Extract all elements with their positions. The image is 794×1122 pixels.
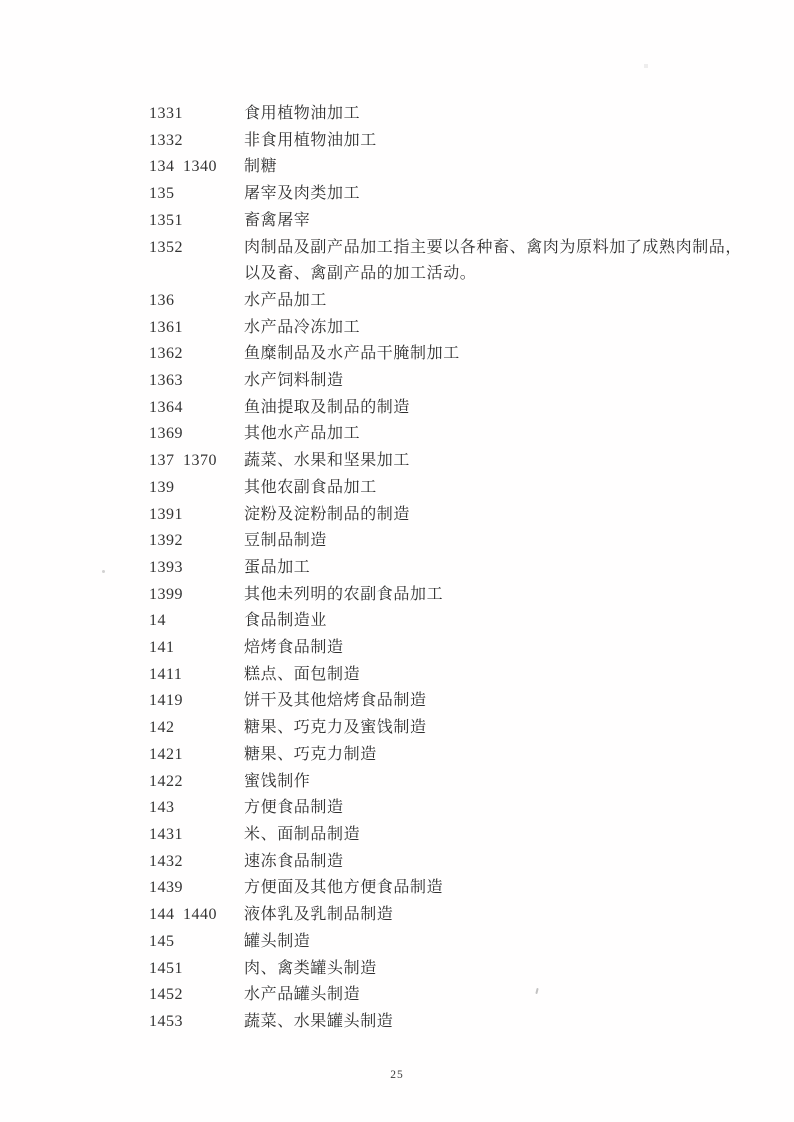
table-row [0,608,794,635]
row-code: 1332 [149,131,183,149]
table-row [0,688,794,715]
row-description [244,368,794,395]
row-description-line-1: 液体乳及乳制品制造 [244,906,394,924]
table-row [0,288,794,315]
table-row [0,315,794,342]
row-description-line-1: 畜禽屠宰 [244,211,311,229]
row-description [244,528,794,555]
row-code: 1352 [149,238,183,256]
row-description [244,154,794,181]
row-description-line-1: 肉、禽类罐头制造 [244,959,377,977]
row-description-line-1: 食品制造业 [244,612,328,630]
row-description-line-1: 水产品加工 [244,291,328,309]
row-code: 143 [149,799,175,817]
table-row [0,101,794,128]
row-description-line-1: 蔬菜、水果罐头制造 [244,1012,394,1030]
row-description-line-1: 其他农副食品加工 [244,478,377,496]
table-row [0,341,794,368]
row-description-line-1: 饼干及其他焙烤食品制造 [244,692,427,710]
row-description-line-1: 罐头制造 [244,932,311,950]
row-code: 1369 [149,425,183,443]
row-description [244,742,794,769]
row-description [244,395,794,422]
row-description-line-1: 制糖 [244,158,278,176]
row-description [244,101,794,128]
row-description [244,475,794,502]
row-code: 1452 [149,986,183,1004]
row-description-line-1: 蔬菜、水果和坚果加工 [244,452,411,470]
row-code: 1392 [149,532,183,550]
row-description [244,662,794,689]
table-row [0,235,794,288]
table-row [0,502,794,529]
row-description-line-1: 糖果、巧克力及蜜饯制造 [244,719,427,737]
page-number: 25 [390,1069,404,1081]
row-code: 1362 [149,345,183,363]
row-code: 1432 [149,852,183,870]
row-description-line-1: 食用植物油加工 [244,105,361,122]
row-description [244,795,794,822]
row-code: 1399 [149,585,183,603]
row-subcode: 1340 [183,158,217,176]
row-subcode: 1440 [183,906,217,924]
row-code: 1393 [149,558,183,576]
table-row [0,208,794,235]
row-description [244,929,794,956]
row-description-line-1: 鱼油提取及制品的制造 [244,398,411,416]
row-description [244,128,794,155]
table-row [0,368,794,395]
scan-artifact-dot [102,570,105,573]
table-row [0,528,794,555]
industry-classification-list [0,101,794,1036]
row-description-line-1: 其他未列明的农副食品加工 [244,585,444,603]
table-row [0,929,794,956]
row-code: 135 [149,185,175,203]
row-description-line-1: 豆制品制造 [244,532,328,550]
row-code: 1364 [149,398,183,416]
table-row [0,982,794,1009]
table-row [0,448,794,475]
row-description [244,235,794,288]
table-row [0,715,794,742]
row-description-line-1: 淀粉及淀粉制品的制造 [244,505,411,523]
row-code: 145 [149,932,175,950]
table-row [0,582,794,609]
row-code: 1411 [149,665,183,683]
row-code: 1363 [149,372,183,390]
table-row [0,555,794,582]
table-row [0,475,794,502]
table-row [0,769,794,796]
row-code: 1422 [149,772,183,790]
row-description [244,822,794,849]
table-row [0,662,794,689]
row-code: 1351 [149,211,183,229]
row-description-line-1: 蛋品加工 [244,558,311,576]
row-description-line-1: 米、面制品制造 [244,825,361,843]
row-description [244,288,794,315]
row-code: 142 [149,719,175,737]
row-description-line-1: 糕点、面包制造 [244,665,361,683]
row-description-line-1: 水产饲料制造 [244,372,344,390]
row-code: 1419 [149,692,183,710]
row-description [244,1009,794,1036]
row-code: 1421 [149,745,183,763]
table-row [0,154,794,181]
row-description [244,875,794,902]
row-description-line-1: 水产品罐头制造 [244,986,361,1004]
table-row [0,822,794,849]
scan-artifact-speck [644,64,648,68]
table-row [0,902,794,929]
row-code: 1451 [149,959,183,977]
table-row [0,742,794,769]
table-row [0,395,794,422]
table-row [0,421,794,448]
table-row [0,128,794,155]
row-code: 14 [149,612,166,630]
row-description [244,315,794,342]
row-description [244,502,794,529]
row-code: 137 [149,452,175,470]
row-description [244,849,794,876]
table-row [0,956,794,983]
row-description [244,769,794,796]
row-description-line-1: 非食用植物油加工 [244,131,377,149]
row-description-line-1: 糖果、巧克力制造 [244,745,377,763]
row-description [244,555,794,582]
table-row [0,181,794,208]
table-row [0,1009,794,1036]
table-row [0,875,794,902]
row-code: 1453 [149,1012,183,1030]
row-description [244,582,794,609]
row-description [244,902,794,929]
row-description-line-1: 屠宰及肉类加工 [244,185,361,203]
row-code: 1361 [149,318,183,336]
row-description [244,715,794,742]
row-code: 136 [149,291,175,309]
row-description [244,341,794,368]
row-description [244,608,794,635]
row-description [244,181,794,208]
table-row [0,849,794,876]
row-description-line-1: 水产品冷冻加工 [244,318,361,336]
row-code: 1439 [149,879,183,897]
row-description-line-1: 焙烤食品制造 [244,639,344,657]
row-code: 141 [149,639,175,657]
row-subcode: 1370 [183,452,217,470]
row-code: 1331 [149,105,183,122]
row-description [244,982,794,1009]
row-description [244,421,794,448]
row-description-line-2: 以及畜、禽副产品的加工活动。 [244,265,477,283]
row-description-line-1: 肉制品及副产品加工指主要以各种畜、禽肉为原料加了成熟肉制品， [244,238,743,256]
row-description [244,635,794,662]
table-row [0,635,794,662]
table-row [0,795,794,822]
row-code: 1391 [149,505,183,523]
row-description-line-1: 速冻食品制造 [244,852,344,870]
row-description-line-1: 鱼糜制品及水产品干腌制加工 [244,345,460,363]
row-description-line-1: 其他水产品加工 [244,425,361,443]
row-description [244,956,794,983]
row-description-line-1: 方便食品制造 [244,799,344,817]
row-description-line-1: 方便面及其他方便食品制造 [244,879,444,897]
row-description-line-1: 蜜饯制作 [244,772,311,790]
row-description [244,688,794,715]
row-code: 144 [149,906,175,924]
row-code: 139 [149,478,175,496]
row-description [244,448,794,475]
row-code: 134 [149,158,175,176]
row-description [244,208,794,235]
row-code: 1431 [149,825,183,843]
